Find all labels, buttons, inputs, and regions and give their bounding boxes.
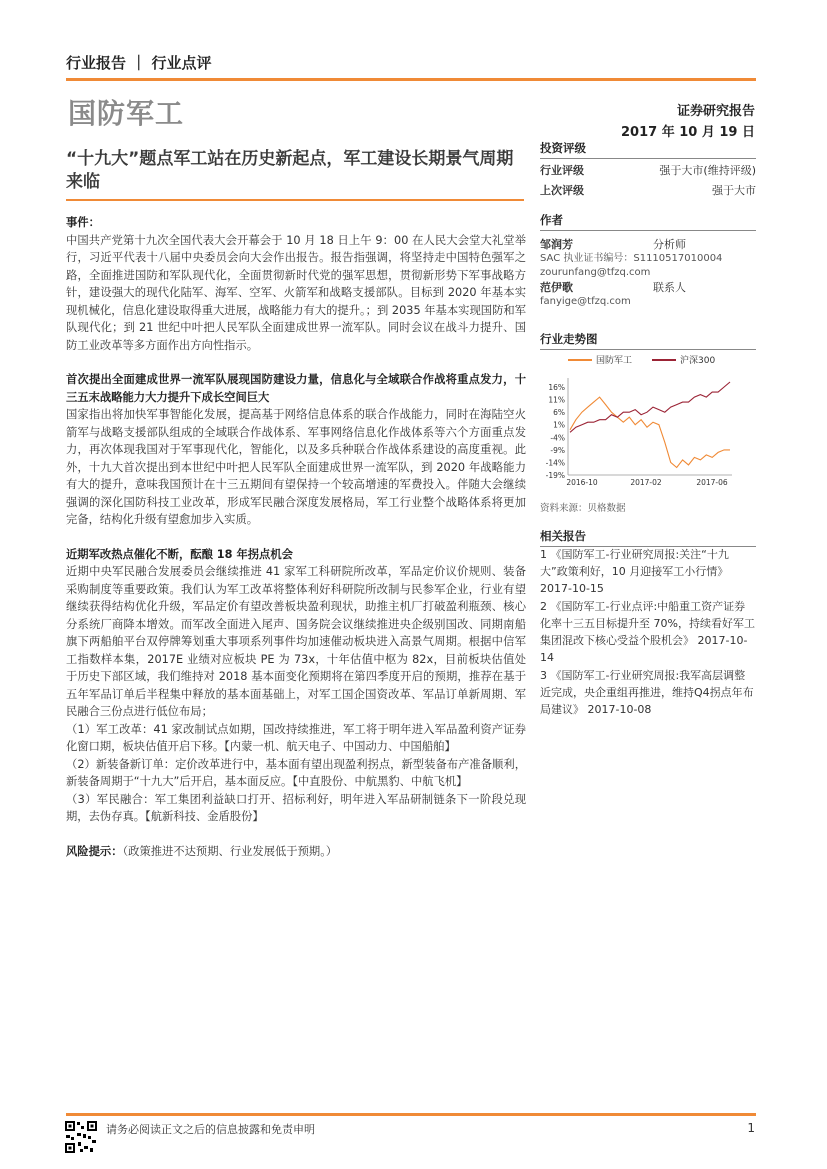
rating-row — [540, 161, 756, 181]
author-row — [540, 237, 756, 252]
rating-key: 行业评级 — [540, 164, 584, 177]
related-head-block — [540, 528, 756, 547]
report-type: 证券研究报告 — [676, 104, 755, 119]
author-role: 分析师 — [653, 238, 686, 251]
item-new-equipment: （2）新装备新订单：定价改革进行中，基本面有望出现盈利拐点，新型装备布产准备顺利，新装备周期于“十九大”后开启，基本面反应。【中直股份、中航黑豹、中航飞机】 — [66, 757, 526, 788]
qr-code-icon — [64, 1120, 98, 1154]
item-civil-military: （3）军民融合：军工集团利益缺口打开、招标利好，明年进入军品研制链条下一阶段兑现期，去伪存真。【航新科技、金盾股份】 — [66, 792, 526, 823]
sector-title: 国防军工 — [68, 97, 185, 130]
author-cert: SAC 执业证书编号：S1110517010004 — [540, 253, 723, 264]
author-block — [540, 212, 756, 309]
rating-value: 强于大市 — [712, 184, 756, 197]
trend-block — [540, 331, 756, 350]
main-body — [66, 214, 526, 860]
report-title: “十九大”题点军工站在历史新起点，军工建设长期景气周期来临 — [66, 149, 514, 192]
related-heading: 相关报告 — [540, 529, 586, 543]
rating-heading: 投资评级 — [540, 141, 586, 155]
rating-block — [540, 140, 756, 201]
header-divider — [66, 78, 756, 81]
author-role: 联系人 — [653, 281, 686, 294]
x-tick-label: 2016-10 — [566, 478, 598, 487]
trend-chart — [540, 352, 756, 490]
y-tick-label: -4% — [550, 433, 565, 443]
section1-text: 国家指出将加快军事智能化发展，提高基于网络信息体系的联合作战能力，同时在海陆空火箭军与战略支援部队组成的全域联合作战体系、军事网络信息化作战体系等六个方面重点发力，再次体现我国对于军事现代化，智能化，以及多兵种联合作战体系建设的高度重视。此外，十九大首次提出到本世纪中叶把人民军队全面建成世界一流军队，到 2020 年战略能力有大的提升，意味我国预计在十三五期间有望保持一个较高增速的军费投入。伴随大会继续强调的深化国防科技工业改革，形成军民融合深度发展格局，军工行业整个战略体系将更加完备，结构化升级有望愈加步入实质。 — [66, 408, 526, 526]
y-tick-label: 11% — [548, 395, 565, 405]
event-text: 中国共产党第十九次全国代表大会开幕会于 10 月 18 日上午 9：00 在人民大会堂大礼堂举行，习近平代表十八届中央委员会向大会作出报告。报告指强调，将坚持走中国特色强军之路，全面推进国防和军队现代化，全面贯彻新时代党的强军思想，贯彻新形势下军事战略方针，建设强大的现代化陆军、海军、空军、火箭军和战略支援部队。目标到 2020 年基本实现机械化，信息化建设取得重大进展，战略能力有大的提升。；到 2035 年基本实现国防和军队现代化；到 21 世纪中叶把人民军队全面建成世界一流军队。同时会议在战斗力提升、国防工业改革等多方面作出方向性指示。 — [66, 233, 526, 352]
x-tick-label: 2017-06 — [696, 478, 728, 487]
rating-divider — [540, 158, 756, 159]
rating-value: 强于大市(维持评级) — [659, 164, 756, 177]
related-item[interactable]: 2 《国防军工-行业点评:中船重工资产证券化率十三五目标提升至 70%，持续看好军工集团混改下核心受益个股机会》 2017-10-14 — [540, 600, 755, 664]
title-divider — [66, 199, 524, 201]
legend-label: 国防军工 — [596, 356, 633, 366]
y-tick-label: 1% — [553, 420, 565, 430]
chart-source: 资料来源：贝格数据 — [540, 503, 626, 514]
series-line — [570, 397, 730, 467]
event-heading: 事件： — [66, 216, 100, 229]
author-name: 邹润芳 — [540, 238, 573, 251]
report-date: 2017 年 10 月 19 日 — [621, 125, 755, 140]
item-military-reform: （1）军工改革：41 家改制试点如期，国改持续推进，军工将于明年进入军品盈利资产证券化窗口期，板块估值开启下移。【内蒙一机、航天电子、中国动力、中国船舶】 — [66, 722, 526, 753]
related-item[interactable]: 1 《国防军工-行业研究周报:关注“十九大”政策利好，10 月迎接军工小行情》 2017-10-15 — [540, 548, 729, 595]
risk-label: 风险提示： — [66, 844, 123, 858]
y-tick-label: -14% — [545, 458, 565, 468]
footer-disclaimer: 请务必阅读正文之后的信息披露和免责申明 — [106, 1123, 315, 1136]
author-email[interactable]: zourunfang@tfzq.com — [540, 267, 651, 278]
author-name: 范伊歌 — [540, 281, 573, 294]
y-tick-label: 6% — [553, 408, 565, 418]
rating-key: 上次评级 — [540, 184, 584, 197]
author-email[interactable]: fanyige@tfzq.com — [540, 296, 631, 307]
section2-heading: 近期军改热点催化不断，酝酿 18 年拐点机会 — [66, 547, 293, 561]
related-list — [540, 546, 756, 719]
author-heading: 作者 — [540, 213, 563, 227]
y-tick-label: 16% — [548, 383, 565, 393]
y-tick-label: -9% — [550, 445, 565, 455]
footer-divider — [66, 1113, 756, 1116]
report-category: 行业报告 ｜ 行业点评 — [66, 54, 212, 72]
author-divider — [540, 230, 756, 231]
y-tick-label: -19% — [545, 471, 565, 480]
rating-row — [540, 181, 756, 201]
x-tick-label: 2017-02 — [630, 478, 662, 487]
legend-label: 沪深300 — [680, 356, 716, 366]
section2-text: 近期中央军民融合发展委员会继续推进 41 家军工科研院所改革，军品定价议价规则、装备采购制度等重要政策。我们认为军工改革将整体利好科研院所改制与民参军企业，行业有望继续获得结构优化升级，军品定价有望改善板块盈利现状，助推主机厂打破盈利瓶颈、核心分系统厂商降本增效。而军改全面进入尾声、国务院会议继续推进央企级别国改、同期南船旗下两船舶平台双停牌筹划重大事项系列事件均加速催动板块进入高景气周期。根据中信军工指数样本集，2017E 业绩对应板块 PE 为 73x，十年估值中枢为 82x，目前板块估值处于历史下部区域，我们维持对 2018 基本面变化预期将在第四季度开启的预期，推荐在基于五年军品订单后半程集中释放的基本面基础上，对军工国企国资改革、军品订单新周期、军民融合三份点进行低位布局； — [66, 565, 526, 718]
section1-heading: 首次提出全面建成世界一流军队展现国防建设力量，信息化与全域联合作战将重点发力，十三五末战略能力大力提升下成长空间巨大 — [66, 373, 526, 404]
trend-divider — [540, 349, 756, 350]
page-number: 1 — [747, 1121, 755, 1135]
trend-heading: 行业走势图 — [540, 332, 598, 346]
related-item[interactable]: 3 《国防军工-行业研究周报:我军高层调整近完成，央企重组再推进，维持Q4拐点年布局建议》 2017-10-08 — [540, 669, 754, 716]
author-row — [540, 280, 756, 295]
risk-text: （政策推进不达预期、行业发展低于预期。） — [122, 844, 338, 858]
